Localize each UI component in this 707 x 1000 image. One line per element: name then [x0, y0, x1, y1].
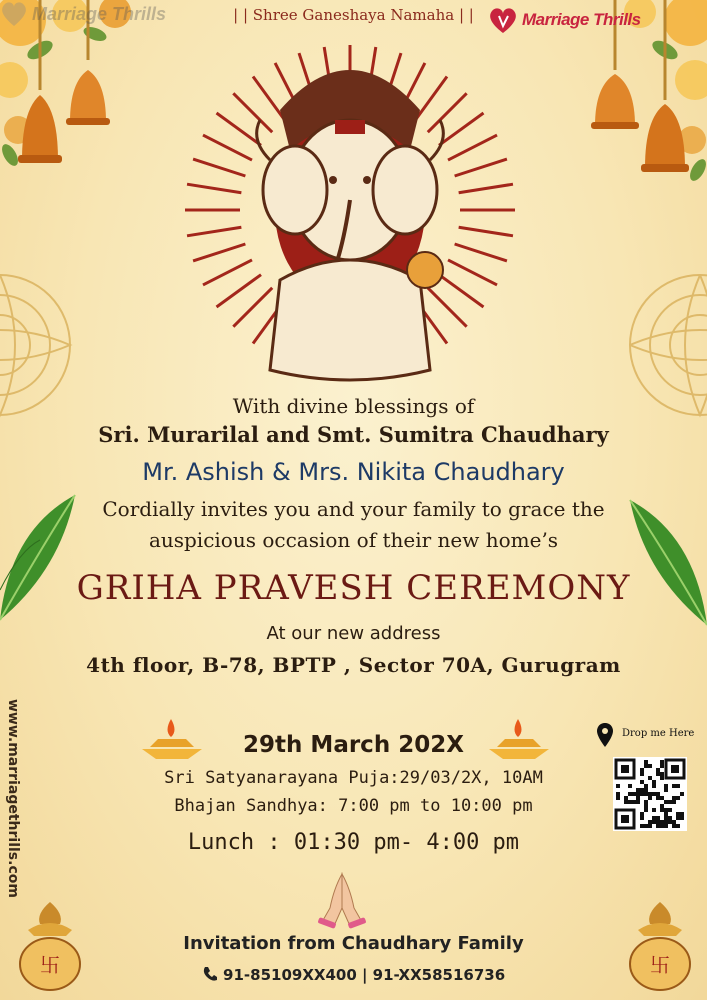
- event-date: 29th March 202X: [243, 732, 464, 758]
- address-text: 4th floor, B-78, BPTP , Sector 70A, Gurugram: [86, 653, 621, 677]
- svg-text:卐: 卐: [40, 953, 60, 977]
- blessing-line: With divine blessings of: [232, 394, 475, 418]
- shree-ganeshaya-heading: | | Shree Ganeshaya Namaha | |: [233, 6, 474, 24]
- ganesha-illustration-icon: [170, 40, 530, 400]
- namaste-hands-icon: [312, 868, 372, 930]
- heart-logo-icon: [488, 6, 518, 34]
- lunch-timing: Lunch : 01:30 pm- 4:00 pm: [187, 830, 520, 855]
- hosts-names: Mr. Ashish & Mrs. Nikita Chaudhary: [142, 458, 565, 486]
- elders-names: Sri. Murarilal and Smt. Sumitra Chaudhary: [98, 422, 609, 447]
- brand-name: Marriage Thrills: [522, 10, 641, 29]
- ceremony-title: GRIHA PRAVESH CEREMONY: [76, 568, 631, 608]
- map-pin-icon[interactable]: [596, 722, 614, 748]
- invite-line-1: Cordially invites you and your family to grace the: [102, 497, 605, 521]
- svg-text:卐: 卐: [650, 953, 670, 977]
- bhajan-timing: Bhajan Sandhya: 7:00 pm to 10:00 pm: [174, 796, 533, 816]
- website-vertical[interactable]: www.marriagethrills.com: [5, 699, 21, 898]
- brand-logo: [488, 6, 641, 34]
- address-label: At our new address: [266, 623, 441, 644]
- qr-code[interactable]: [613, 757, 687, 831]
- invite-line-2: auspicious occasion of their new home’s: [148, 528, 559, 552]
- drop-me-here-label[interactable]: Drop me Here: [622, 728, 695, 739]
- invitation-from: Invitation from Chaudhary Family: [183, 933, 524, 954]
- puja-timing: Sri Satyanarayana Puja:29/03/2X, 10AM: [164, 768, 543, 788]
- phone-icon: [202, 966, 218, 982]
- phone-numbers[interactable]: [0, 966, 707, 984]
- watermark-text: Marriage Thrills: [32, 3, 167, 24]
- phone-text: 91-85109XX400 | 91-XX58516736: [223, 966, 506, 984]
